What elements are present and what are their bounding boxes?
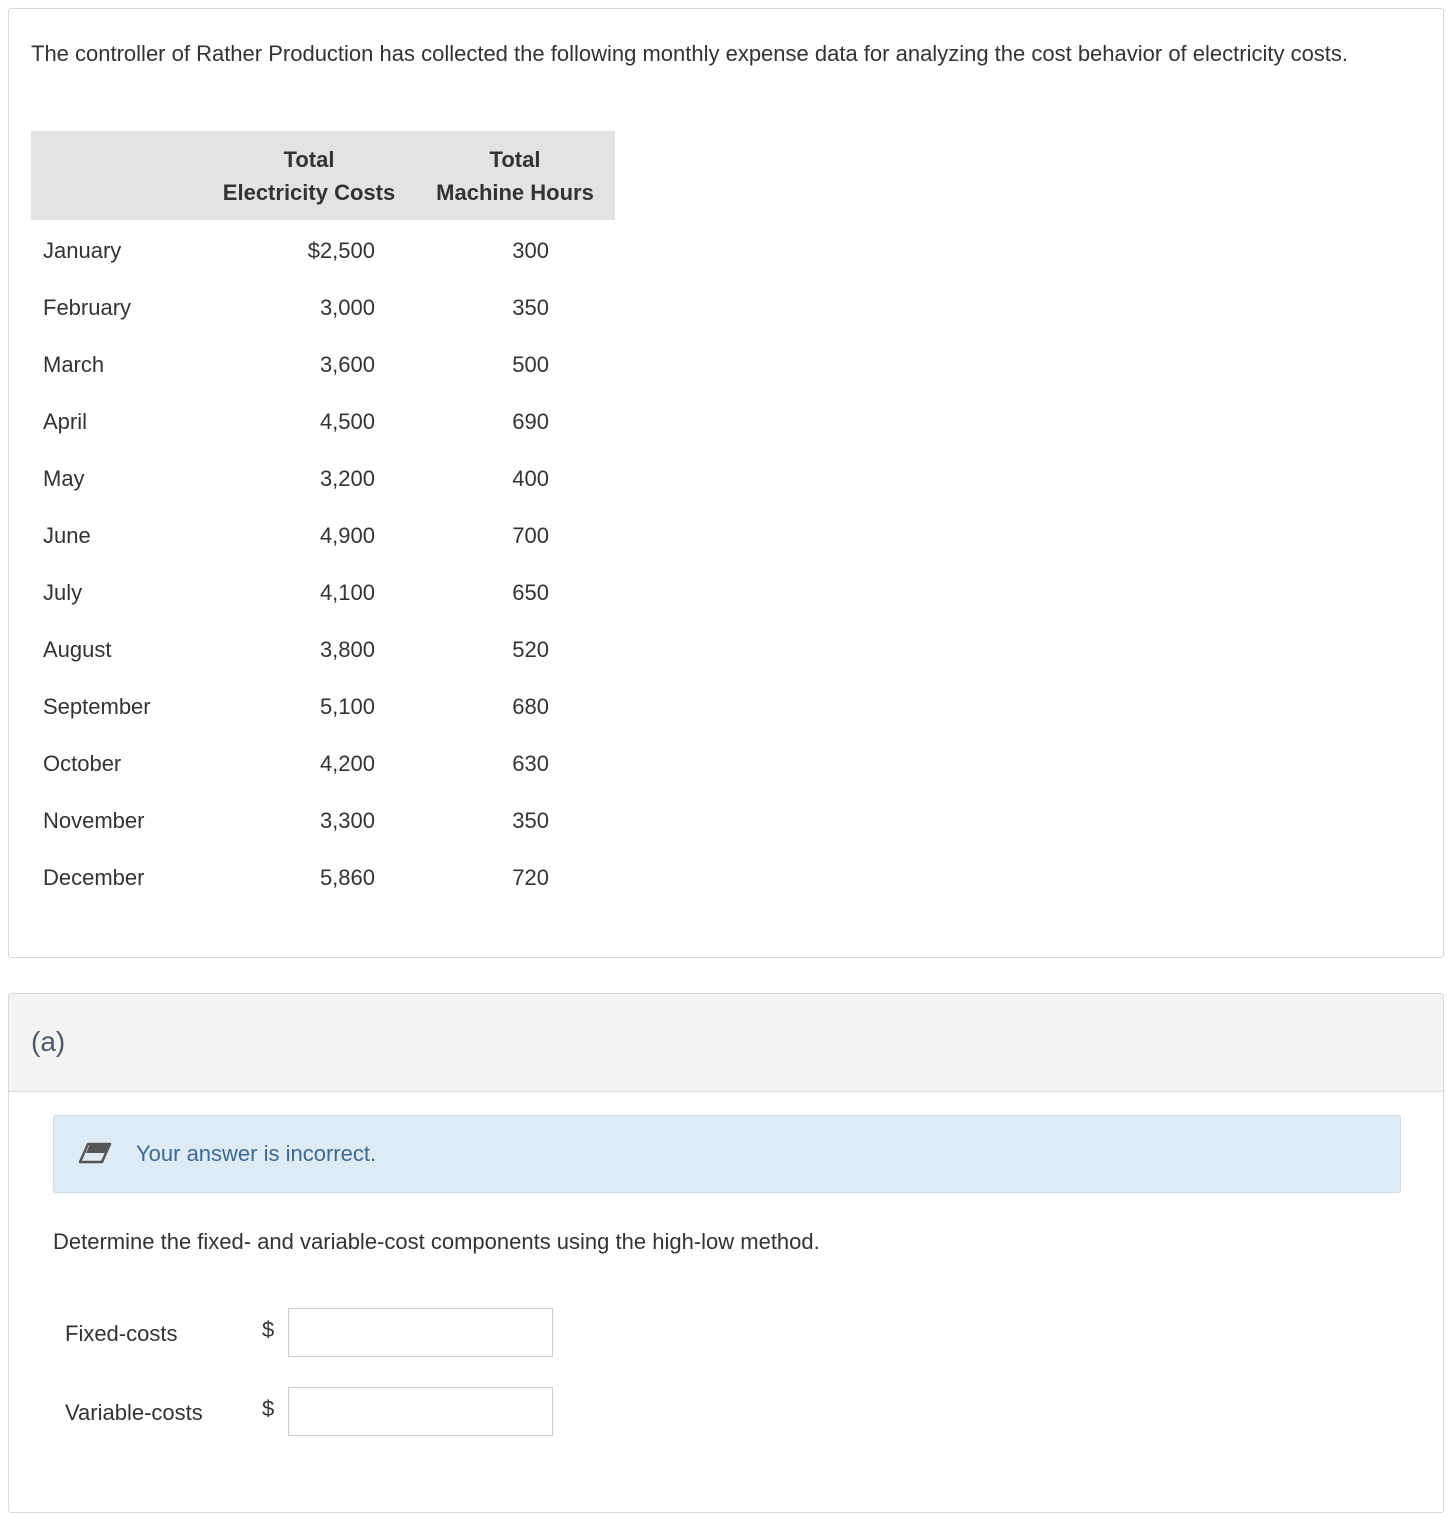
variable-costs-currency: $: [262, 1396, 275, 1421]
machine-hours-header: [415, 131, 615, 220]
part-a-card: [8, 993, 1444, 1513]
question-text: Determine the fixed- and variable-cost components using the high-low method.: [53, 1229, 820, 1254]
month-cell: October: [43, 750, 122, 776]
hours-cell: 350: [512, 294, 549, 320]
variable-costs-input[interactable]: [288, 1387, 553, 1436]
hours-header-line1: Total: [489, 146, 541, 172]
month-cell: April: [43, 408, 88, 434]
month-cell: August: [43, 636, 112, 662]
part-header: [9, 994, 1443, 1092]
cost-cell: 3,600: [319, 351, 375, 377]
hours-cell: 520: [512, 636, 549, 662]
hours-cell: 700: [512, 522, 549, 548]
table-row: [31, 220, 615, 279]
table-row: [31, 849, 615, 906]
table-row: [31, 735, 615, 792]
hours-cell: 630: [512, 750, 549, 776]
hours-cell: 500: [512, 351, 549, 377]
hours-header-line2: Machine Hours: [436, 179, 594, 205]
fixed-costs-input[interactable]: [288, 1308, 553, 1357]
hours-cell: 650: [512, 579, 549, 605]
cost-cell: 4,100: [319, 579, 375, 605]
cost-cell: 4,500: [319, 408, 375, 434]
cost-cell: 3,200: [319, 465, 375, 491]
alert-text: Your answer is incorrect.: [136, 1141, 377, 1166]
pencil-eraser-icon: [76, 1138, 112, 1164]
intro-text: The controller of Rather Production has collected the following monthly expense data for analyzing the cost behavior of electricity costs.: [31, 41, 1349, 66]
month-cell: July: [43, 579, 83, 605]
table-row: [31, 564, 615, 621]
cost-cell: 3,000: [319, 294, 375, 320]
expense-table: [31, 131, 615, 906]
hours-cell: 400: [512, 465, 549, 491]
variable-costs-label: Variable-costs: [65, 1400, 203, 1425]
problem-card: [8, 8, 1444, 958]
table-row: [31, 792, 615, 849]
month-cell: November: [43, 807, 145, 833]
electricity-costs-header: [203, 131, 415, 220]
cost-cell: 5,860: [319, 864, 375, 890]
fixed-costs-currency: $: [262, 1317, 275, 1342]
table-row: [31, 336, 615, 393]
cost-cell: 4,900: [319, 522, 375, 548]
table-row: [31, 279, 615, 336]
table-body: [31, 220, 615, 906]
month-cell: January: [43, 237, 122, 263]
fixed-costs-label: Fixed-costs: [65, 1321, 178, 1346]
hours-cell: 680: [512, 693, 549, 719]
hours-cell: 720: [512, 864, 549, 890]
incorrect-answer-alert: [53, 1115, 1401, 1193]
table-header-row: [31, 131, 615, 220]
month-cell: May: [43, 465, 85, 491]
table-row: [31, 450, 615, 507]
cost-cell: 3,800: [319, 636, 375, 662]
cost-header-line2: Electricity Costs: [222, 179, 396, 205]
month-cell: June: [43, 522, 91, 548]
hours-cell: 690: [512, 408, 549, 434]
part-label: (a): [31, 1026, 66, 1057]
month-column-header: [31, 131, 203, 220]
table-row: [31, 393, 615, 450]
hours-cell: 350: [512, 807, 549, 833]
table-row: [31, 621, 615, 678]
cost-header-line1: Total: [283, 146, 335, 172]
month-cell: September: [43, 693, 151, 719]
cost-cell: 3,300: [319, 807, 375, 833]
month-cell: March: [43, 351, 105, 377]
hours-cell: 300: [512, 237, 549, 263]
table-row: [31, 678, 615, 735]
cost-cell: $2,500: [307, 237, 375, 263]
month-cell: February: [43, 294, 132, 320]
cost-cell: 5,100: [319, 693, 375, 719]
table-row: [31, 507, 615, 564]
month-cell: December: [43, 864, 145, 890]
cost-cell: 4,200: [319, 750, 375, 776]
